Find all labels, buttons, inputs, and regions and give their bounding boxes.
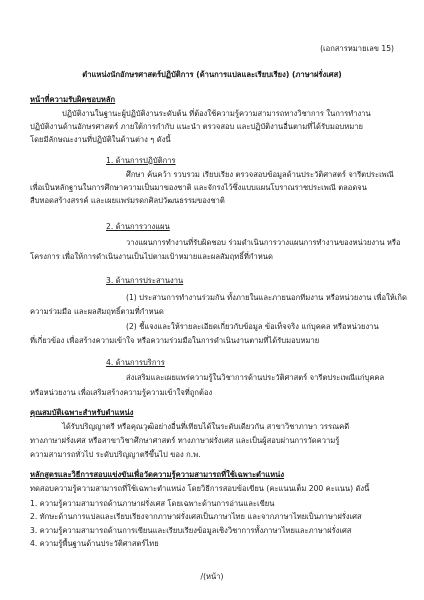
page-continuation-mark: /(หน้า) (200, 572, 224, 581)
item-line: หรือหน่วยงาน เพื่อเสริมสร้างความรู้ความเข้าใจที่ถูกต้อง (30, 388, 213, 397)
exam-criteria-item: 3. ความรู้ความสามารถด้านการเขียนและเรียบเรียงข้อมูลเชิงวิชาการทั้งภาษาไทยและภาษาฝรั่งเศส (30, 526, 352, 535)
item-line: (2) ชี้แจงและให้รายละเอียดเกี่ยวกับข้อมูล ข้อเท็จจริง แก่บุคคล หรือหน่วยงาน (126, 322, 379, 331)
exam-criteria-item: 2. ทักษะด้านการแปลและเรียบเรียงจากภาษาฝรั่งเศสเป็นภาษาไทย และจากภาษาไทยเป็นภาษาฝรั่งเศส (30, 512, 362, 521)
document-title: ตำแหน่งนักอักษรศาสตร์ปฏิบัติการ (ด้านการแปลและเรียบเรียง) (ภาษาฝรั่งเศส) (82, 70, 342, 79)
qualifications-heading: คุณสมบัติเฉพาะสำหรับตำแหน่ง (30, 408, 134, 417)
item-line: วางแผนการทำงานที่รับผิดชอบ ร่วมดำเนินการวางแผนการทำงานของหน่วยงาน หรือ (126, 238, 401, 247)
intro-line: โดยมีลักษณะงานที่ปฏิบัติในด้านต่าง ๆ ดังนี้ (30, 135, 171, 144)
item-line: ศึกษา ค้นคว้า รวบรวม เรียบเรียง ตรวจสอบข้อมูลด้านประวัติศาสตร์ จารีตประเพณี (126, 170, 394, 179)
document-reference: (เอกสารหมายเลข 15) (320, 44, 394, 53)
qualification-line: ได้รับปริญญาตรี หรือคุณวุฒิอย่างอื่นที่เทียบได้ในระดับเดียวกัน สาขาวิชาภาษา วรรณคดี (62, 422, 350, 431)
intro-line: ปฏิบัติงานด้านอักษรศาสตร์ ภายใต้การกำกับ แนะนำ ตรวจสอบ และปฏิบัติงานอื่นตามที่ได้รับมอบหมาย (30, 122, 363, 131)
duties-heading: หน้าที่ความรับผิดชอบหลัก (30, 95, 116, 104)
item-heading: 2. ด้านการวางแผน (106, 222, 170, 231)
exam-criteria-intro: ทดสอบความรู้ความสามารถที่ใช้เฉพาะตำแหน่ง โดยวิธีการสอบข้อเขียน (คะแนนเต็ม 200 คะแนน) ดังนี้ (30, 484, 370, 493)
item-line: เพื่อเป็นหลักฐานในการศึกษาความเป็นมาของชาติ และจักรงไว้ซึ่งแบบแผนโบราณราชประเพณี ตลอดจน (30, 183, 367, 192)
exam-criteria-heading: หลักสูตรและวิธีการสอบแข่งขันเพื่อวัดความรู้ความสามารถที่ใช้เฉพาะตำแหน่ง (30, 470, 285, 479)
intro-line: ปฏิบัติงานในฐานะผู้ปฏิบัติงานระดับต้น ที่ต้องใช้ความรู้ความสามารถทางวิชาการ ในการทำงาน (62, 109, 371, 118)
item-line: ที่เกี่ยวข้อง เพื่อสร้างความเข้าใจ หรือความร่วมมือในการดำเนินงานตามที่ได้รับมอบหมาย (30, 336, 320, 345)
item-heading: 3. ด้านการประสานงาน (106, 276, 184, 285)
item-line: ความร่วมมือ และผลสัมฤทธิ์ตามที่กำหนด (30, 307, 164, 316)
item-heading: 4. ด้านการบริการ (106, 358, 165, 367)
item-line: โครงการ เพื่อให้การดำเนินงานเป็นไปตามเป้าหมายและผลสัมฤทธิ์ที่กำหนด (30, 252, 273, 261)
item-line: สืบทอดสร้างสรรค์ และเผยแพร่มรดกศิลปวัฒนธรรมของชาติ (30, 196, 225, 205)
exam-criteria-item: 1. ความรู้ความสามารถด้านภาษาฝรั่งเศส โดยเฉพาะด้านการอ่านและเขียน (30, 499, 275, 508)
item-heading: 1. ด้านการปฏิบัติการ (106, 156, 176, 165)
exam-criteria-item: 4. ความรู้พื้นฐานด้านประวัติศาสตร์ไทย (30, 539, 159, 548)
item-line: (1) ประสานการทำงานร่วมกัน ทั้งภายในและภายนอกทีมงาน หรือหน่วยงาน เพื่อให้เกิด (126, 293, 407, 302)
qualification-line: ความสามารถทั่วไป ระดับปริญญาตรีขึ้นไป ของ ก.พ. (30, 450, 201, 459)
item-line: ส่งเสริมและเผยแพร่ความรู้ในวิชาการด้านประวัติศาสตร์ จารีตประเพณีแก่บุคคล (126, 373, 385, 382)
qualification-line: ทางภาษาฝรั่งเศส หรือสาขาวิชาศึกษาศาสตร์ ทางภาษาฝรั่งเศส และเป็นผู้สอบผ่านการวัดความรู้ (30, 436, 340, 445)
